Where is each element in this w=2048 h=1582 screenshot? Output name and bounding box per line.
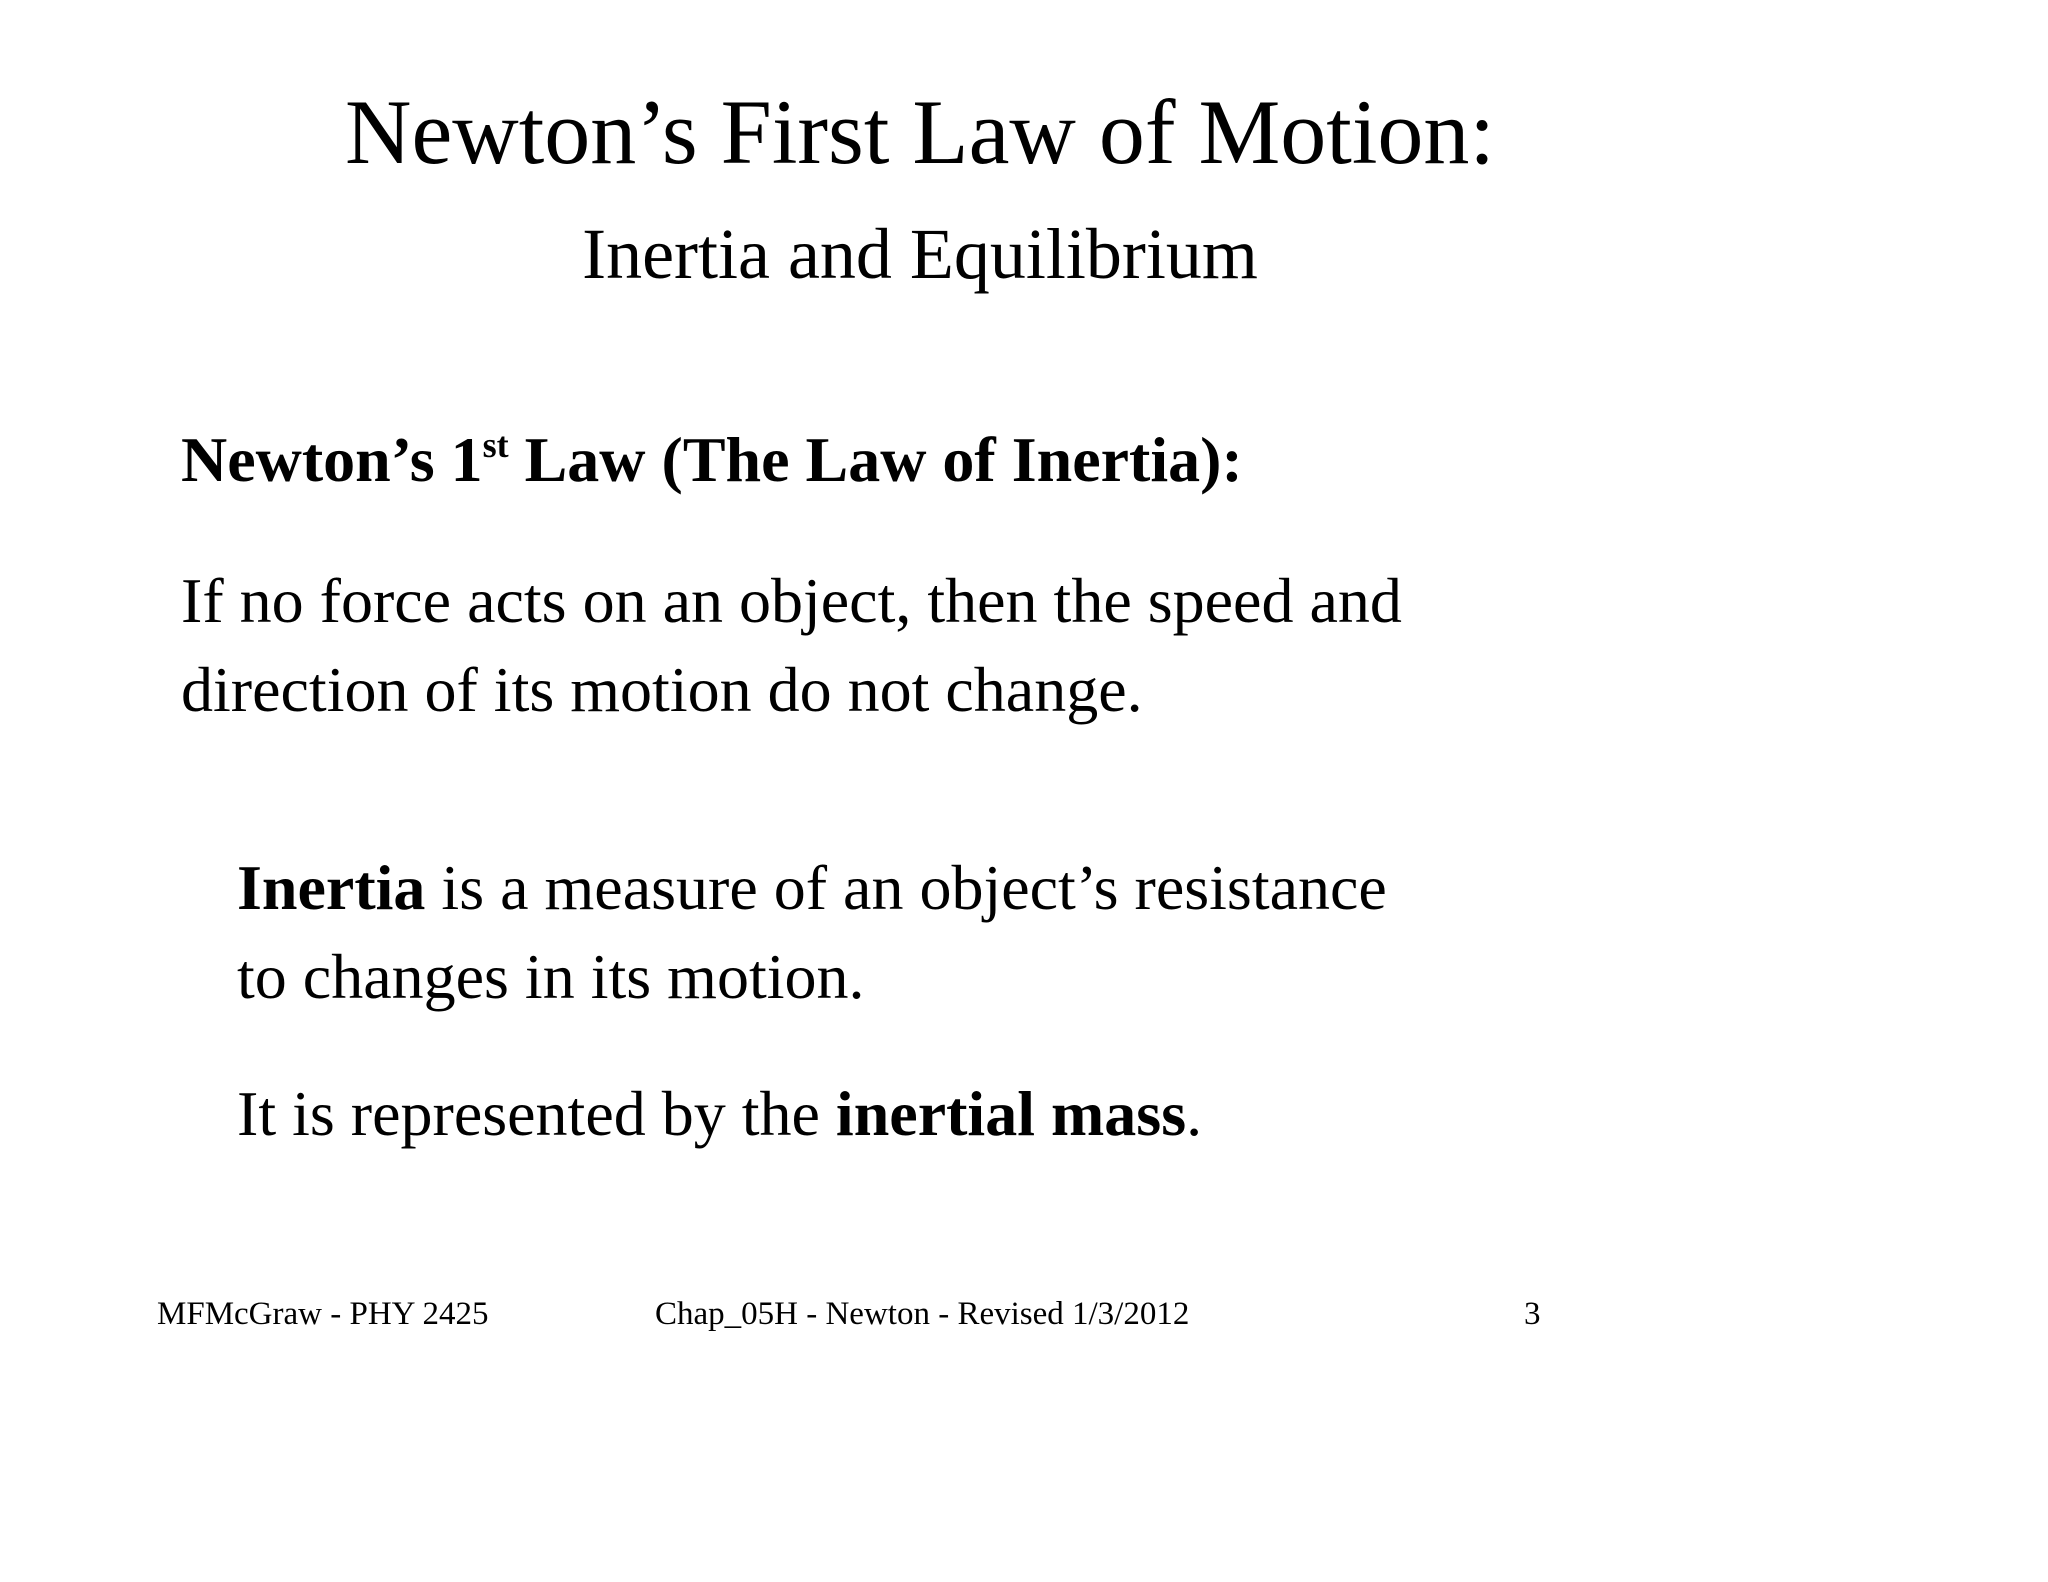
slide-subtitle: Inertia and Equilibrium [582, 214, 1258, 294]
inertia-definition-line-1 [237, 843, 1657, 932]
footer-author-course: MFMcGraw - PHY 2425 [157, 1296, 489, 1332]
inertia-definition-line-1-rest: is a measure of an object’s resistance [425, 852, 1387, 923]
law-statement [181, 556, 1641, 734]
law-statement-line-2: direction of its motion do not change. [181, 654, 1143, 725]
law-statement-line-1: If no force acts on an object, then the speed and [181, 565, 1402, 636]
inertia-definition [237, 843, 1657, 1021]
law-heading [181, 424, 1243, 495]
mass-statement [237, 1078, 1203, 1149]
inertia-definition-line-2: to changes in its motion. [237, 941, 865, 1012]
law-heading-suffix: Law (The Law of Inertia): [508, 424, 1243, 495]
mass-statement-suffix: . [1186, 1078, 1203, 1149]
inertia-term: Inertia [237, 852, 426, 923]
law-heading-superscript: st [482, 425, 509, 465]
slide-title: Newton’s First Law of Motion: [345, 81, 1495, 183]
inertial-mass-term: inertial mass [835, 1078, 1187, 1149]
footer-chapter-info: Chap_05H - Newton - Revised 1/3/2012 [655, 1296, 1190, 1332]
mass-statement-prefix: It is represented by the [237, 1078, 836, 1149]
footer-page-number: 3 [1524, 1296, 1541, 1332]
law-heading-prefix: Newton’s 1 [181, 424, 483, 495]
